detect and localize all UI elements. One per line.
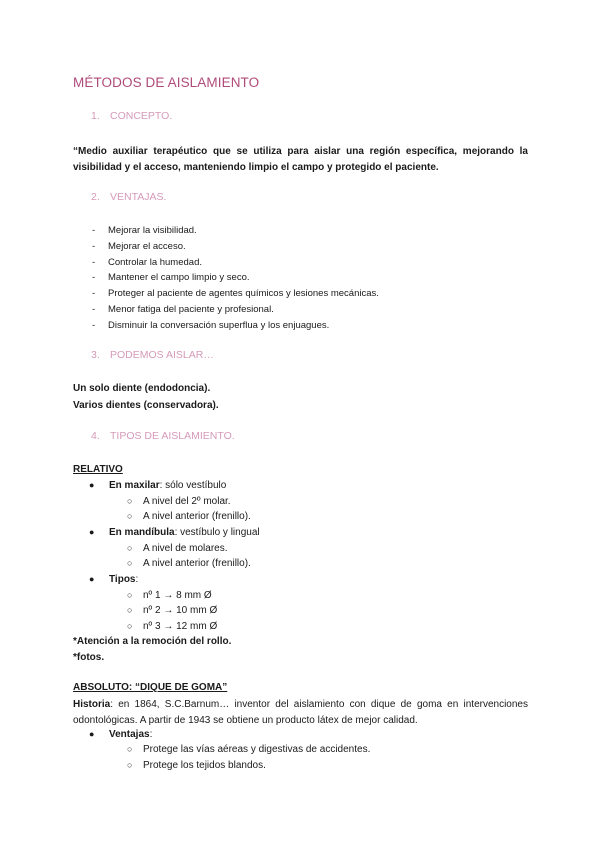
list-item: - Mantener el campo limpio y seco. (92, 272, 250, 283)
sub-list-item: ○ Protege los tejidos blandos. (127, 760, 266, 771)
list-item: - Menor fatiga del paciente y profesional. (92, 304, 274, 315)
section-heading-concepto: 1. CONCEPTO. (91, 110, 173, 122)
aislar-line: Un solo diente (endodoncia). (73, 383, 211, 394)
sub-list-item: ○ A nivel de molares. (127, 543, 228, 554)
list-item: - Mejorar la visibilidad. (92, 225, 197, 236)
sub-list-item: ○ nº 3 → 12 mm Ø (127, 621, 218, 632)
sub-list-item: ○ nº 2 → 10 mm Ø (127, 605, 218, 616)
note-line: *fotos. (73, 652, 105, 663)
sub-list-item: ○ Protege las vías aéreas y digestivas de accidentes. (127, 744, 371, 755)
historia-paragraph: Historia: en 1864, S.C.Barnum… inventor del aislamiento con dique de goma en intervenciones odontológicas. A partir de 1943 se obtiene un producto látex de mejor calidad. (73, 699, 528, 726)
list-item: - Disminuir la conversación superflua y los enjuagues. (92, 320, 330, 331)
list-item: - Controlar la humedad. (92, 257, 202, 268)
sub-list-item: ○ nº 1 → 8 mm Ø (127, 590, 212, 601)
list-item: ● Ventajas: (89, 729, 153, 740)
relativo-heading: RELATIVO (73, 464, 123, 475)
section-heading-podemos-aislar: 3. PODEMOS AISLAR… (91, 349, 214, 361)
list-item: ● En maxilar: sólo vestíbulo (89, 480, 227, 491)
section-heading-ventajas: 2. VENTAJAS. (91, 191, 167, 203)
aislar-line: Varios dientes (conservadora). (73, 400, 219, 411)
sub-list-item: ○ A nivel anterior (frenillo). (127, 511, 251, 522)
list-item: ● Tipos: (89, 574, 139, 585)
list-item: - Mejorar el acceso. (92, 241, 186, 252)
note-line: *Atención a la remoción del rollo. (73, 636, 232, 647)
section-heading-tipos: 4. TIPOS DE AISLAMIENTO. (91, 430, 235, 442)
sub-list-item: ○ A nivel del 2º molar. (127, 496, 231, 507)
document-title: MÉTODOS DE AISLAMIENTO (73, 75, 260, 90)
list-item: - Proteger al paciente de agentes químicos y lesiones mecánicas. (92, 288, 379, 299)
absoluto-heading: ABSOLUTO: “DIQUE DE GOMA” (73, 682, 228, 693)
concepto-paragraph: “Medio auxiliar terapéutico que se utiliza para aislar una región específica, mejorando la visibilidad y el acceso, manteniendo limpio el campo y protegido el paciente. (73, 146, 528, 173)
list-item: ● En mandíbula: vestíbulo y lingual (89, 527, 260, 538)
sub-list-item: ○ A nivel anterior (frenillo). (127, 558, 251, 569)
